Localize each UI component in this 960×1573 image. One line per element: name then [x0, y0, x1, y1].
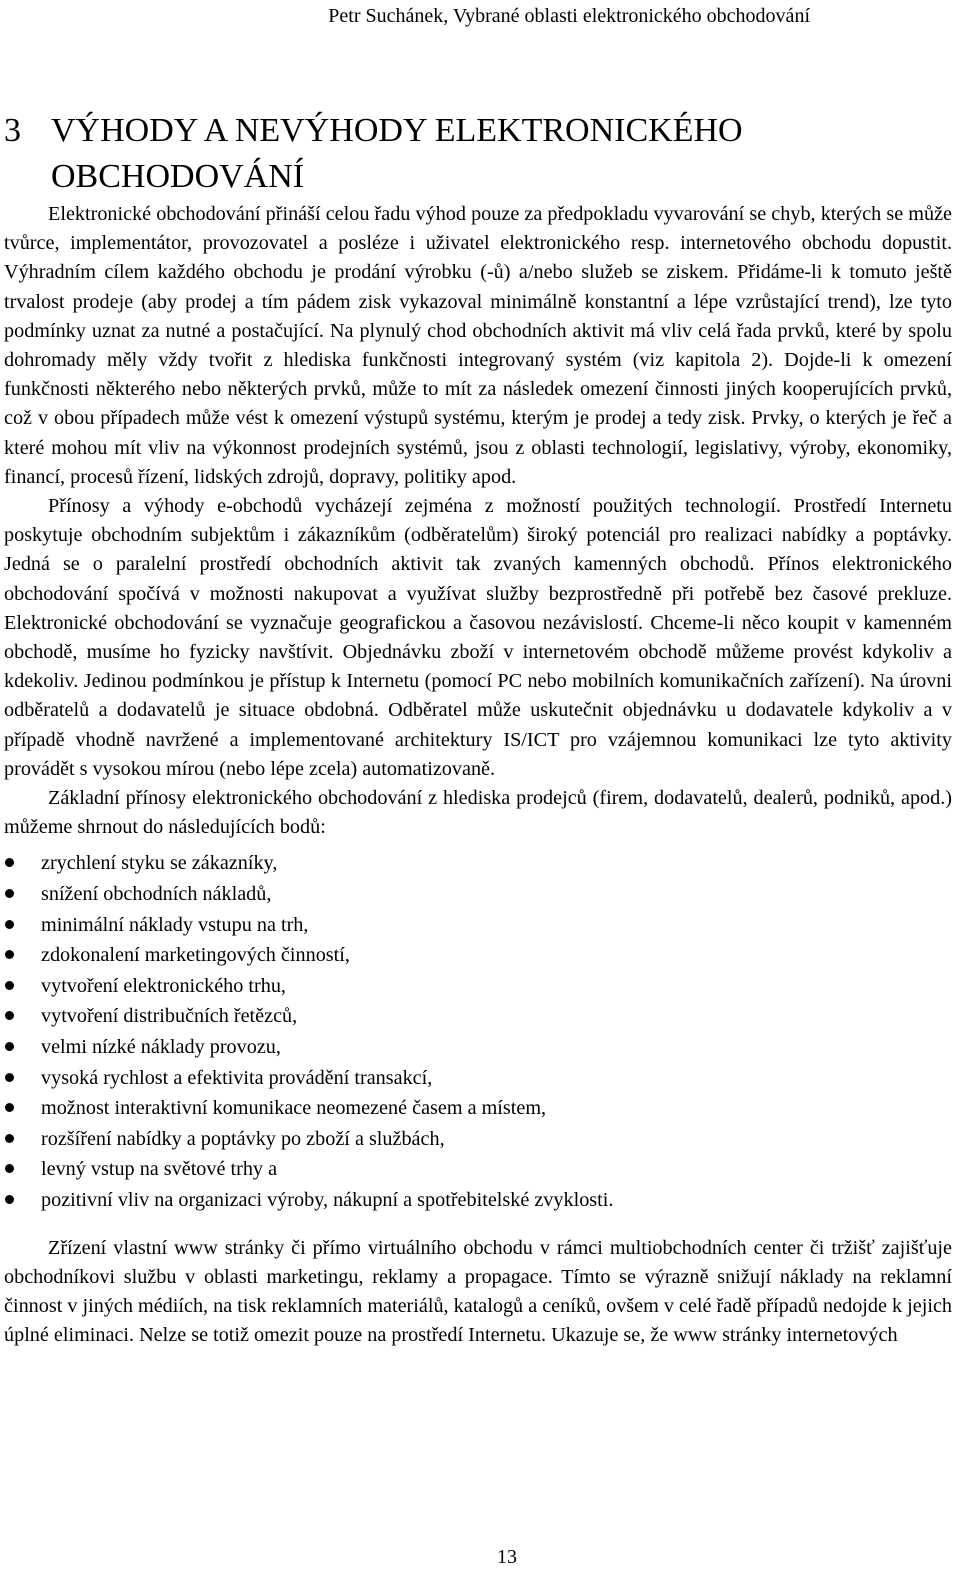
bullet-icon — [5, 1164, 14, 1173]
list-item — [4, 1093, 952, 1124]
list-item-text: levný vstup na světové trhy a — [41, 1158, 278, 1181]
list-item — [4, 1185, 952, 1216]
list-item — [4, 1063, 952, 1094]
list-item — [4, 940, 952, 971]
list-item — [4, 879, 952, 910]
list-item — [4, 1001, 952, 1032]
chapter-number: 3 — [4, 112, 21, 149]
bullet-icon — [5, 1073, 14, 1082]
list-item-text: pozitivní vliv na organizaci výroby, nákupní a spotřebitelské zvyklosti. — [41, 1189, 614, 1211]
list-item-text: vytvoření elektronického trhu, — [41, 974, 286, 997]
bullet-icon — [5, 858, 14, 867]
bullet-icon — [5, 950, 14, 959]
list-item-text: vysoká rychlost a efektivita provádění transakcí, — [41, 1066, 433, 1089]
chapter-heading — [4, 108, 944, 200]
list-item-text: možnost interaktivní komunikace neomezené časem a místem, — [41, 1097, 547, 1120]
list-item — [4, 971, 952, 1002]
bullet-icon — [5, 1011, 14, 1020]
list-item — [4, 1032, 952, 1063]
list-item-text: minimální náklady vstupu na trh, — [41, 913, 309, 936]
list-item-text: snížení obchodních nákladů, — [41, 883, 272, 906]
chapter-title: VÝHODY A NEVÝHODY ELEKTRONICKÉHO OBCHODOVÁNÍ — [51, 112, 743, 195]
bullet-icon — [5, 1042, 14, 1051]
bullet-icon — [5, 1134, 14, 1143]
bullet-icon — [5, 1195, 14, 1204]
list-item-text: vytvoření distribučních řetězců, — [41, 1005, 298, 1028]
list-item — [4, 1124, 952, 1155]
list-item — [4, 848, 952, 879]
bullet-icon — [5, 1103, 14, 1112]
list-item-text: zdokonalení marketingových činností, — [41, 944, 350, 967]
running-header: Petr Suchánek, Vybrané oblasti elektronického obchodování — [328, 5, 810, 27]
list-item-text: rozšíření nabídky a poptávky po zboží a službách, — [41, 1127, 445, 1150]
bullet-icon — [5, 889, 14, 898]
bullet-icon — [5, 920, 14, 929]
list-item-text: velmi nízké náklady provozu, — [41, 1036, 281, 1059]
page-number: 13 — [497, 1546, 517, 1568]
benefits-list — [4, 848, 952, 1215]
paragraph-list-intro: Základní přínosy elektronického obchodování z hlediska prodejců (firem, dodavatelů, dealerů, podniků, apod.) můžeme shrnout do následujících bodů: — [4, 787, 952, 839]
list-item — [4, 910, 952, 941]
list-item — [4, 1154, 952, 1185]
bullet-icon — [5, 981, 14, 990]
paragraph-intro: Elektronické obchodování přináší celou řadu výhod pouze za předpokladu vyvarování se chyb, kterých se může tvůrce, implementátor, provozovatel a posléze i uživatel elektronického resp. internetového obchodu dopustit. Výhradním cílem každého obchodu je prodání výrobku (-ů) a/nebo služeb se ziskem. Přidáme-li k tomuto ještě trvalost prodeje (aby prodej a tím pádem zisk vykazoval minimálně konstantní a lépe vzrůstající trend), lze tyto podmínky uznat za nutné a postačující. Na plynulý chod obchodních aktivit má vliv celá řada prvků, které by spolu dohromady měly vždy tvořit z hlediska funkčnosti integrovaný systém (viz kapitola 2). Dojde-li k omezení funkčnosti některého nebo některých prvků, může to mít za následek omezení činnosti jiných kooperujících prvků, což v obou případech může vést k omezení výstupů systému, kterým je prodej a tedy zisk. Prvky, o kterých je řeč a které mohou mít vliv na výkonnost prodejních systémů, jsou z oblasti technologií, legislativy, výroby, ekonomiky, financí, procesů řízení, lidských zdrojů, dopravy, politiky apod. — [4, 203, 952, 488]
list-item-text: zrychlení styku se zákazníky, — [41, 852, 278, 875]
paragraph-benefits: Přínosy a výhody e-obchodů vycházejí zejména z možností použitých technologií. Prostředí Internetu poskytuje obchodním subjektům i zákazníkům (odběratelům) široký potenciál pro realizaci nabídky a poptávky. Jedná se o paralelní prostředí obchodních aktivit tak zvaných kamenných obchodů. Přínos elektronického obchodování spočívá v možnosti nakupovat a využívat služby bezprostředně při potřebě bez časové prekluze. Elektronické obchodování se vyznačuje geografickou a časovou nezávislostí. Chceme-li něco koupit v kamenném obchodě, musíme ho fyzicky navštívit. Objednávku zboží v internetovém obchodě můžeme provést kdykoliv a kdekoliv. Jedinou podmínkou je přístup k Internetu (pomocí PC nebo mobilních komunikačních zařízení). Na úrovni odběratelů a dodavatelů je situace obdobná. Odběratel může uskutečnit objednávku u dodavatele kdykoliv a v případě vhodně navržené a implementované architektury IS/ICT pro vzájemnou komunikaci lze tyto aktivity provádět s vysokou mírou (nebo lépe zcela) automatizovaně. — [4, 495, 952, 780]
body-text — [4, 200, 952, 1350]
paragraph-closing: Zřízení vlastní www stránky či přímo virtuálního obchodu v rámci multiobchodních center či tržišť zajišťuje obchodníkovi službu v oblasti marketingu, reklamy a propagace. Tímto se výrazně snižují náklady na reklamní činnost v jiných médiích, na tisk reklamních materiálů, katalogů a ceníků, ovšem v celé řadě případů nedojde k jejich úplné eliminaci. Nelze se totiž omezit pouze na prostředí Internetu. Ukazuje se, že www stránky internetových — [4, 1236, 952, 1347]
